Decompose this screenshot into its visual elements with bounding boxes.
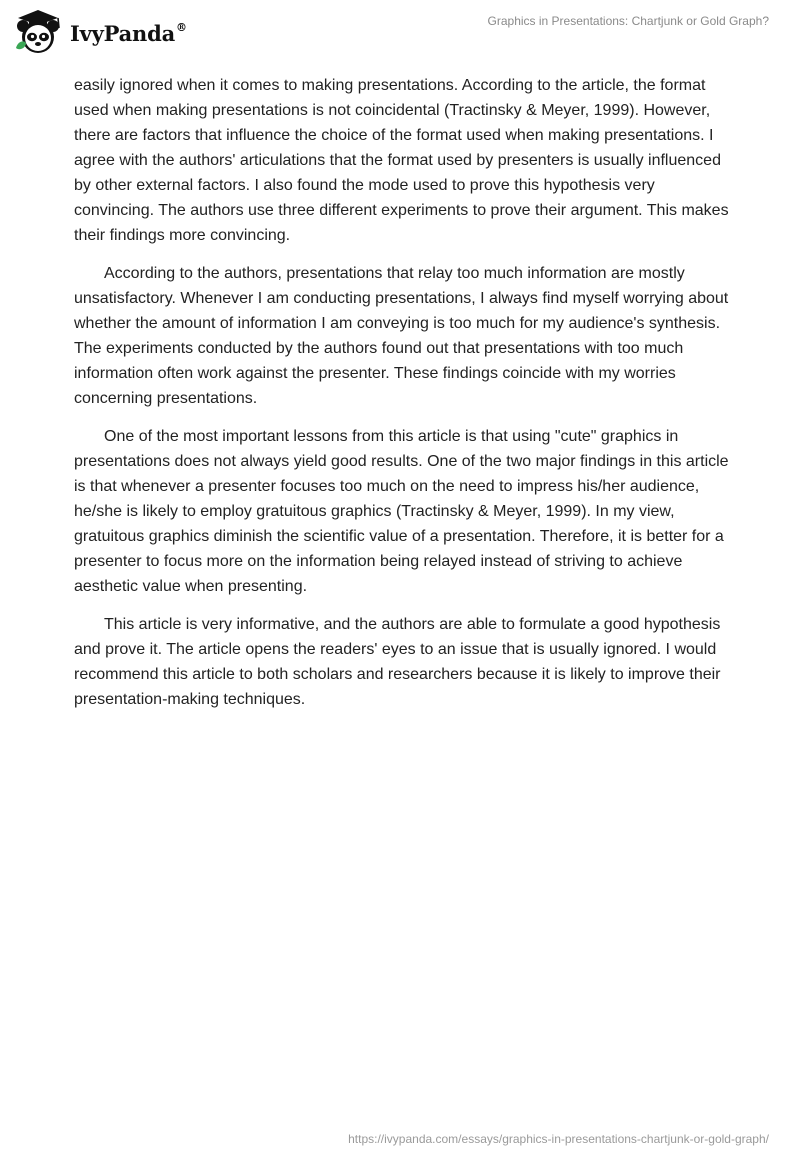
paragraph-continued: easily ignored when it comes to making presentations. According to the article, the format used when making presentations is not coincidental (Tractinsky & Meyer, 1999). However, there are factors that influence the choice of the format used when making presentations. I agree with the authors' articulations that the format used by presenters is usually influenced by other external factors. I also found the mode used to prove this hypothesis very convincing. The authors use three different experiments to prove their argument. This makes their findings more convincing.: [74, 77, 729, 244]
document-title: Graphics in Presentations: Chartjunk or Gold Graph?: [487, 14, 769, 28]
source-url[interactable]: https://ivypanda.com/essays/graphics-in-presentations-chartjunk-or-gold-graph/: [348, 1132, 769, 1146]
registered-mark: ®: [176, 20, 187, 34]
panda-graduate-icon: [14, 8, 64, 56]
brand-name: IvyPanda®: [70, 20, 187, 46]
page-header: [0, 0, 800, 64]
paragraph: One of the most important lessons from this article is that using "cute" graphics in presentations does not always yield good results. One of the two major findings in this article is that whenever a presenter focuses too much on the need to impress his/her audience, he/she is likely to employ gratuitous graphics (Tractinsky & Meyer, 1999). In my view, gratuitous graphics diminish the scientific value of a presentation. Therefore, it is better for a presenter to focus more on the information being relayed instead of striving to achieve aesthetic value when presenting.: [74, 428, 729, 595]
paragraph: According to the authors, presentations that relay too much information are mostly unsatisfactory. Whenever I am conducting presentations, I always find myself worrying about whether the amount of information I am conveying is too much for my audience's synthesis. The experiments conducted by the authors found out that presentations with too much information often work against the presenter. These findings coincide with my worries concerning presentations.: [74, 265, 729, 407]
ivypanda-logo[interactable]: [14, 8, 187, 56]
paragraph: This article is very informative, and the authors are able to formulate a good hypothesis and prove it. The article opens the readers' eyes to an issue that is usually ignored. I would recommend this article to both scholars and researchers because it is likely to improve their presentation-making techniques.: [74, 616, 721, 708]
essay-body: [74, 73, 734, 725]
